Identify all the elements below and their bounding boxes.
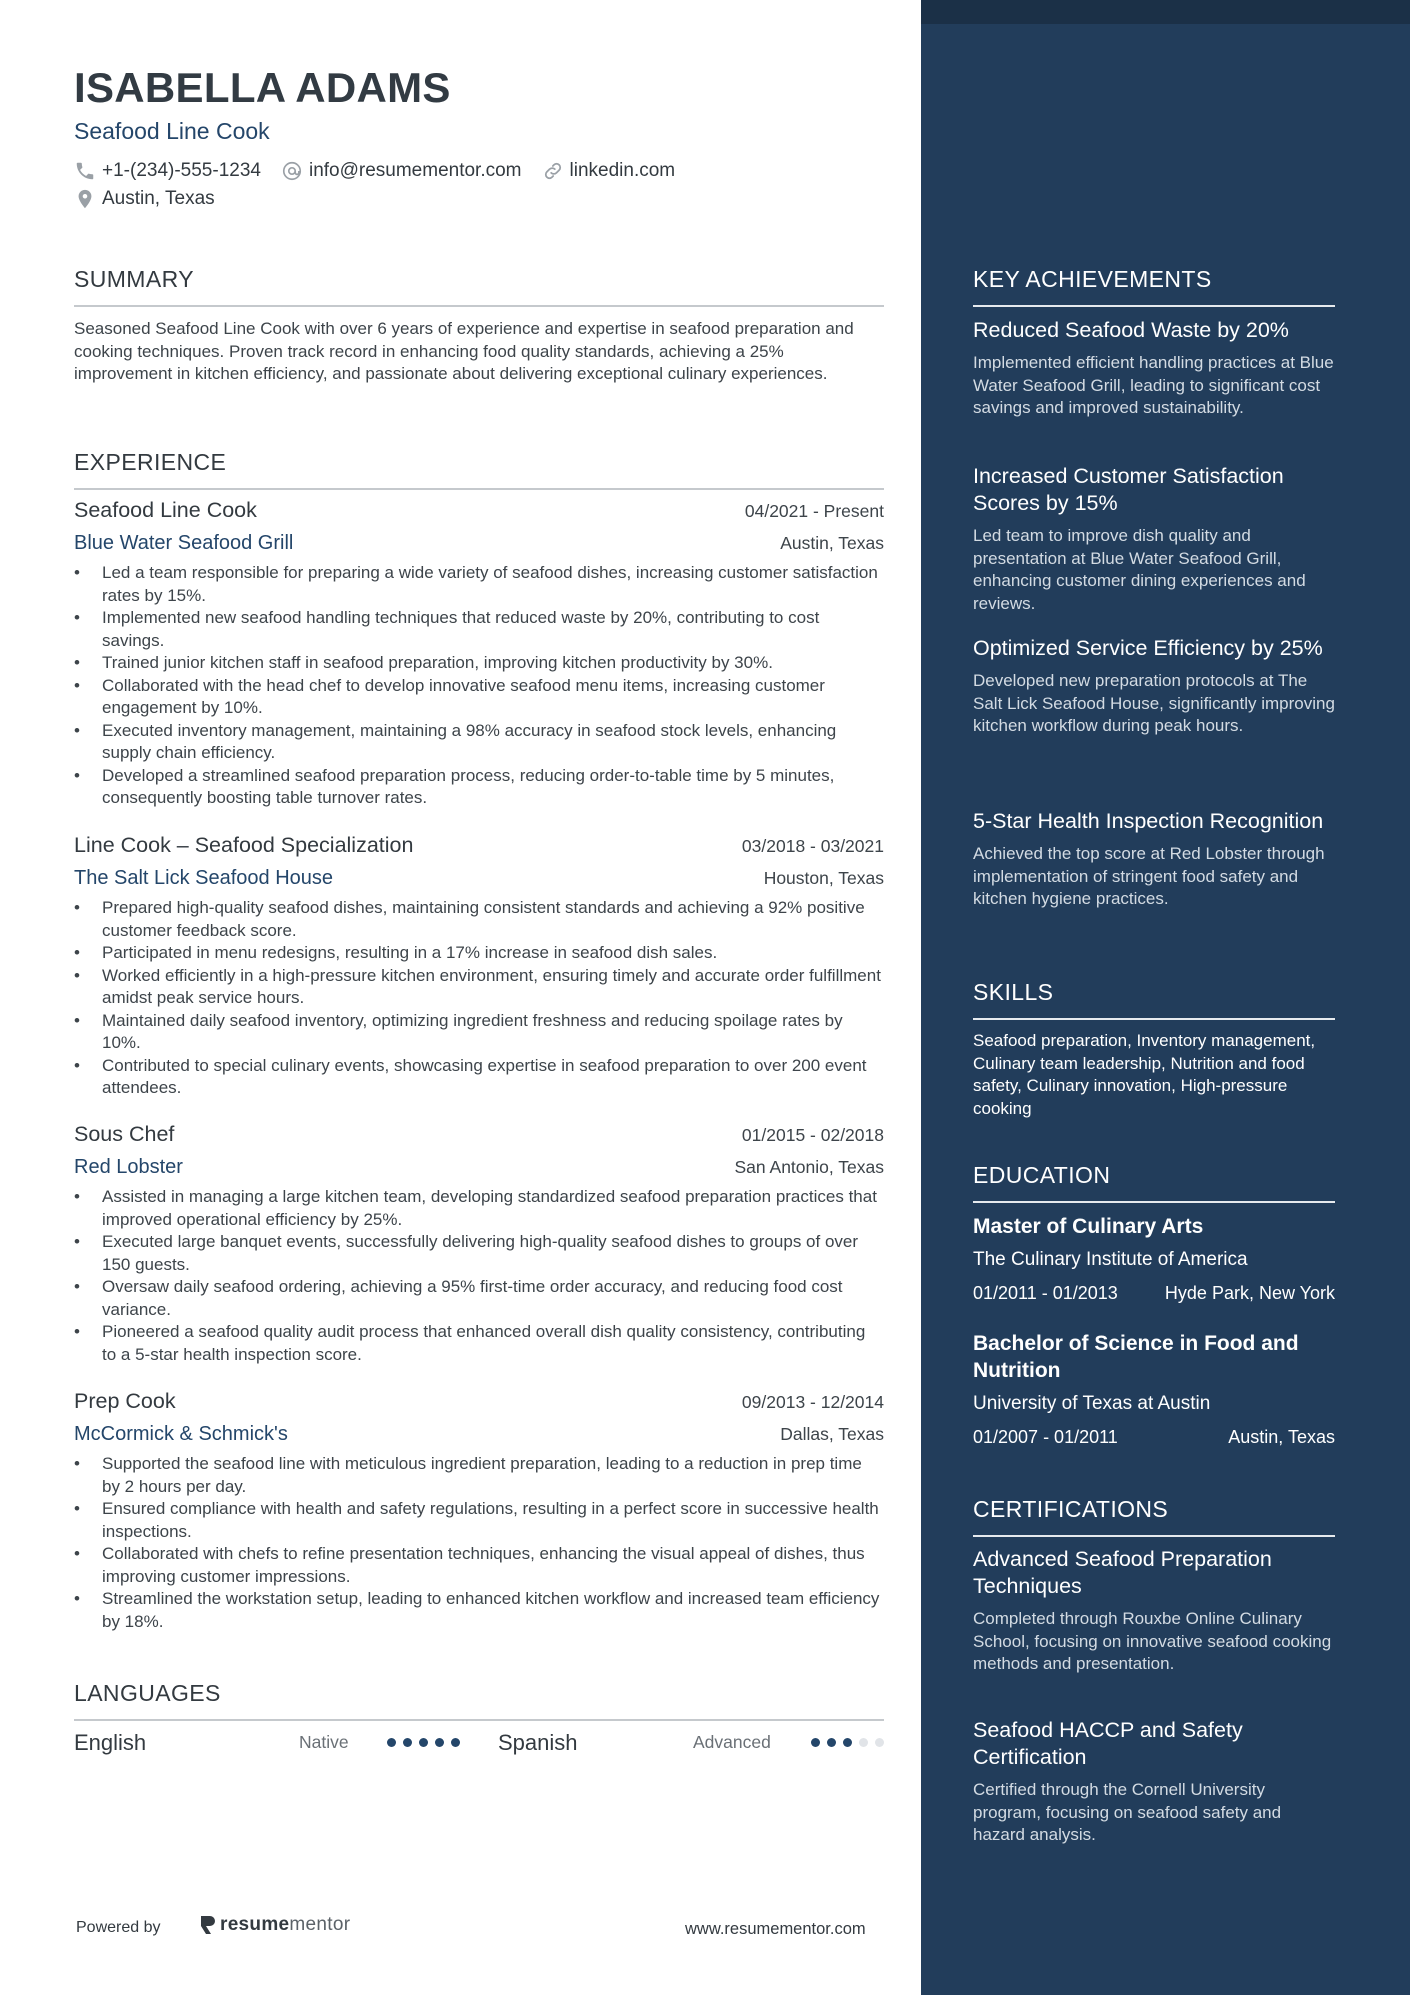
job-location: Dallas, Texas [780, 1424, 884, 1444]
job-bullet: • Collaborated with chefs to refine presentation techniques, enhancing the visual appeal of dishes, thus improving customer impressions. [74, 1543, 884, 1588]
job-company: The Salt Lick Seafood House [74, 867, 334, 889]
language-level: Advanced [693, 1732, 771, 1752]
experience-divider [74, 488, 884, 490]
job-dates: 03/2018 - 03/2021 [741, 836, 884, 856]
achievement-title: Reduced Seafood Waste by 20% [973, 318, 1289, 342]
education-degree: Master of Culinary Arts [973, 1215, 1204, 1238]
achievement-title: 5-Star Health Inspection Recognition [973, 809, 1324, 833]
job-title: Line Cook – Seafood Specialization [74, 833, 414, 857]
education-dates: 01/2007 - 01/2011 [973, 1427, 1118, 1447]
certification-item [973, 1546, 1335, 1676]
contact-phone[interactable] [74, 160, 261, 182]
rating-dot-filled [403, 1738, 412, 1747]
achievement-desc: Developed new preparation protocols at The Salt Lick Seafood House, significantly improving kitchen workflow during peak hours. [973, 671, 1335, 735]
contact-location [74, 188, 215, 210]
education-divider [973, 1201, 1335, 1203]
job-bullet: • Ensured compliance with health and safety regulations, resulting in a perfect score in successive health inspections. [74, 1498, 884, 1543]
job-location: Austin, Texas [780, 533, 884, 553]
contact-row-location [74, 188, 235, 210]
location-pin-icon [74, 188, 96, 210]
job-location: San Antonio, Texas [734, 1157, 884, 1177]
footer-url[interactable]: www.resumementor.com [685, 1920, 866, 1938]
achievement-title: Optimized Service Efficiency by 25% [973, 636, 1323, 660]
sidebar [921, 0, 1410, 1995]
rating-dot-empty [875, 1738, 884, 1747]
job-bullet: • Worked efficiently in a high-pressure kitchen environment, ensuring timely and accurate order fulfillment amidst peak service hours. [74, 965, 884, 1010]
job-bullet: • Maintained daily seafood inventory, optimizing ingredient freshness and reducing spoilage rates by 10%. [74, 1010, 884, 1055]
education-heading: EDUCATION [973, 1162, 1111, 1188]
achievement-item [973, 635, 1335, 738]
education-location: Hyde Park, New York [1164, 1283, 1335, 1303]
languages-divider [74, 1719, 884, 1721]
achievement-item [973, 317, 1335, 420]
job-entry [74, 1122, 884, 1366]
phone-text: +1-(234)-555-1234 [102, 160, 261, 181]
job-bullet: • Executed large banquet events, successfully delivering high-quality seafood dishes to groups of over 150 guests. [74, 1231, 884, 1276]
job-company: McCormick & Schmick's [74, 1423, 288, 1445]
job-bullet: • Supported the seafood line with meticulous ingredient preparation, leading to a reduction in prep time by 2 hours per day. [74, 1453, 884, 1498]
certifications-heading: CERTIFICATIONS [973, 1496, 1169, 1522]
language-rating [387, 1738, 467, 1747]
achievement-desc: Achieved the top score at Red Lobster through implementation of stringent food safety and kitchen hygiene practices. [973, 844, 1325, 908]
achievements-heading: KEY ACHIEVEMENTS [973, 266, 1212, 292]
education-item [973, 1330, 1335, 1448]
certification-title: Seafood HACCP and Safety Certification [973, 1718, 1243, 1769]
job-bullet: • Collaborated with the head chef to develop innovative seafood menu items, increasing customer engagement by 10%. [74, 675, 884, 720]
achievement-desc: Implemented efficient handling practices at Blue Water Seafood Grill, leading to significant cost savings and improved sustainability. [973, 353, 1334, 417]
location-text: Austin, Texas [102, 188, 215, 209]
job-bullet: • Implemented new seafood handling techniques that reduced waste by 20%, contributing to cost savings. [74, 607, 884, 652]
contact-linkedin[interactable] [542, 160, 676, 182]
contact-email[interactable] [281, 160, 522, 182]
job-bullet: • Contributed to special culinary events, showcasing expertise in seafood preparation to over 200 event attendees. [74, 1055, 884, 1100]
language-name: Spanish [498, 1730, 578, 1755]
summary-heading: SUMMARY [74, 266, 194, 292]
education-degree: Bachelor of Science in Food and Nutrition [973, 1332, 1299, 1382]
achievement-item [973, 463, 1335, 615]
achievements-divider [973, 305, 1335, 307]
job-bullet: • Oversaw daily seafood ordering, achieving a 95% first-time order accuracy, and reducing food cost variance. [74, 1276, 884, 1321]
rating-dot-empty [859, 1738, 868, 1747]
rating-dot-filled [843, 1738, 852, 1747]
skills-heading: SKILLS [973, 979, 1054, 1005]
summary-divider [74, 305, 884, 307]
rating-dot-filled [435, 1738, 444, 1747]
languages-row [74, 1728, 884, 1762]
job-bullet: • Assisted in managing a large kitchen team, developing standardized seafood preparation practices that improved operational efficiency by 25%. [74, 1186, 884, 1231]
languages-heading: LANGUAGES [74, 1680, 221, 1706]
job-bullets [74, 1186, 884, 1366]
job-bullet: • Trained junior kitchen staff in seafood preparation, improving kitchen productivity by 30%. [74, 652, 884, 675]
job-dates: 04/2021 - Present [744, 501, 884, 521]
job-bullet: • Prepared high-quality seafood dishes, maintaining consistent standards and achieving a 92% positive customer feedback score. [74, 897, 884, 942]
linkedin-text: linkedin.com [569, 160, 676, 181]
education-location: Austin, Texas [1228, 1427, 1335, 1447]
experience-heading: EXPERIENCE [74, 449, 227, 475]
certification-title: Advanced Seafood Preparation Techniques [973, 1547, 1272, 1598]
certifications-divider [973, 1535, 1335, 1537]
job-bullet: • Pioneered a seafood quality audit process that enhanced overall dish quality consistency, contributing to a 5-star health inspection score. [74, 1321, 884, 1366]
job-company: Red Lobster [74, 1156, 183, 1178]
job-entry [74, 1389, 884, 1633]
skills-text: Seafood preparation, Inventory management, Culinary team leadership, Nutrition and food safety, Culinary innovation, High-pressure cooking [973, 1031, 1316, 1118]
achievement-title: Increased Customer Satisfaction Scores by 15% [973, 464, 1284, 515]
job-bullets [74, 897, 884, 1100]
job-title: Seafood Line Cook [74, 498, 257, 522]
footer-powered-by: Powered by [76, 1919, 161, 1936]
candidate-name: ISABELLA ADAMS [74, 64, 451, 111]
rating-dot-filled [419, 1738, 428, 1747]
education-dates: 01/2011 - 01/2013 [973, 1283, 1118, 1303]
sidebar-top-bar [921, 0, 1410, 24]
certification-item [973, 1717, 1335, 1847]
job-location: Houston, Texas [763, 868, 884, 888]
job-bullets [74, 562, 884, 810]
job-dates: 09/2013 - 12/2014 [741, 1392, 884, 1412]
rating-dot-filled [811, 1738, 820, 1747]
footer-brand-bold: resume [220, 1914, 290, 1935]
skills-divider [973, 1018, 1335, 1020]
candidate-role: Seafood Line Cook [74, 118, 270, 144]
achievement-item [973, 808, 1335, 911]
education-school: The Culinary Institute of America [973, 1249, 1248, 1270]
resumementor-logo-icon [198, 1914, 216, 1936]
email-text: info@resumementor.com [308, 160, 522, 181]
job-company: Blue Water Seafood Grill [74, 532, 294, 554]
language-rating [811, 1738, 891, 1747]
education-item [973, 1213, 1335, 1304]
job-title: Prep Cook [74, 1389, 176, 1413]
job-bullet: • Executed inventory management, maintaining a 98% accuracy in seafood stock levels, enhancing supply chain efficiency. [74, 720, 884, 765]
phone-icon [74, 160, 96, 182]
certification-desc: Certified through the Cornell University program, focusing on seafood safety and hazard analysis. [973, 1780, 1282, 1844]
rating-dot-filled [387, 1738, 396, 1747]
link-icon [542, 160, 564, 182]
job-dates: 01/2015 - 02/2018 [741, 1125, 884, 1145]
footer-logo[interactable] [198, 1914, 350, 1936]
job-bullets [74, 1453, 884, 1633]
language-level: Native [299, 1732, 349, 1752]
job-bullet: • Participated in menu redesigns, resulting in a 17% increase in seafood dish sales. [74, 942, 884, 965]
language-name: English [74, 1730, 147, 1755]
job-bullet: • Led a team responsible for preparing a wide variety of seafood dishes, increasing customer satisfaction rates by 15%. [74, 562, 884, 607]
education-school: University of Texas at Austin [973, 1393, 1211, 1414]
rating-dot-filled [827, 1738, 836, 1747]
job-bullet: • Developed a streamlined seafood preparation process, reducing order-to-table time by 5 minutes, consequently boosting table turnover rates. [74, 765, 884, 810]
job-entry [74, 833, 884, 1100]
job-title: Sous Chef [74, 1122, 175, 1146]
certification-desc: Completed through Rouxbe Online Culinary School, focusing on innovative seafood cooking methods and presentation. [973, 1609, 1332, 1673]
contact-row [74, 160, 695, 182]
rating-dot-filled [451, 1738, 460, 1747]
summary-text: Seasoned Seafood Line Cook with over 6 years of experience and expertise in seafood preparation and cooking techniques. Proven track record in enhancing food quality standards, achieving a 25% improvement in kitchen efficiency, and passionate about delivering exceptional culinary experiences. [74, 319, 854, 383]
job-entry [74, 498, 884, 810]
achievement-desc: Led team to improve dish quality and presentation at Blue Water Seafood Grill, enhancing customer dining experiences and reviews. [973, 526, 1306, 613]
job-bullet: • Streamlined the workstation setup, leading to enhanced kitchen workflow and increased team efficiency by 18%. [74, 1588, 884, 1633]
footer-brand-light: mentor [289, 1914, 351, 1935]
at-icon [281, 160, 303, 182]
